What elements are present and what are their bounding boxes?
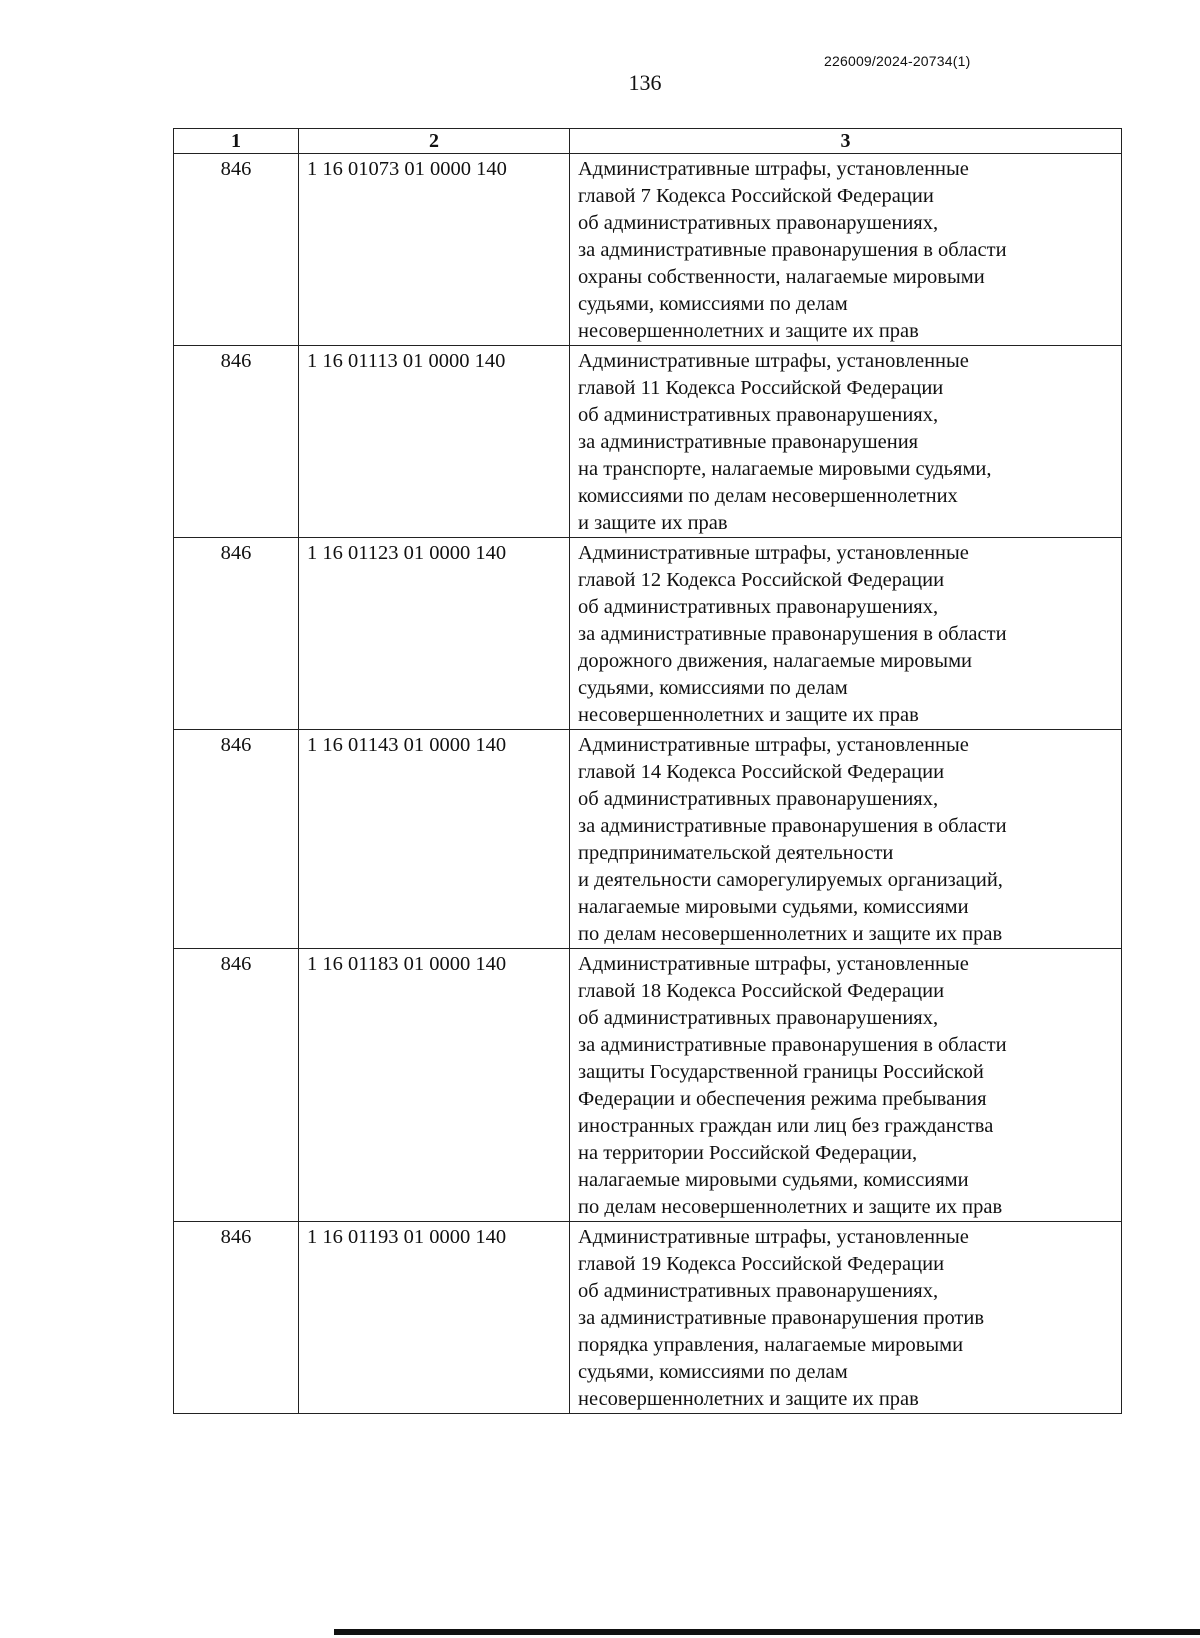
kbk-code-cell: 1 16 01073 01 0000 140 bbox=[299, 154, 570, 346]
admin-code-cell: 846 bbox=[174, 346, 299, 538]
column-header-1: 1 bbox=[174, 129, 299, 154]
description-line: главой 11 Кодекса Российской Федерации bbox=[578, 377, 944, 399]
admin-code-cell: 846 bbox=[174, 154, 299, 346]
description-line: об административных правонарушениях, bbox=[578, 1280, 939, 1302]
description-line: главой 18 Кодекса Российской Федерации bbox=[578, 980, 945, 1002]
revenue-code-table bbox=[173, 128, 1122, 1414]
description-line: по делам несовершеннолетних и защите их прав bbox=[578, 1196, 1003, 1218]
kbk-code-cell: 1 16 01193 01 0000 140 bbox=[299, 1222, 570, 1414]
column-header-2: 2 bbox=[299, 129, 570, 154]
description-line: по делам несовершеннолетних и защите их прав bbox=[578, 923, 1003, 945]
page-number: 136 bbox=[628, 70, 662, 95]
description-line: несовершеннолетних и защите их прав bbox=[578, 320, 919, 342]
description-line: главой 14 Кодекса Российской Федерации bbox=[578, 761, 945, 783]
description-cell bbox=[570, 538, 1122, 730]
description-line: судьями, комиссиями по делам bbox=[578, 677, 848, 699]
description-cell bbox=[570, 346, 1122, 538]
description-line: и защите их прав bbox=[578, 512, 728, 534]
table-row bbox=[174, 730, 1122, 949]
description-line: главой 12 Кодекса Российской Федерации bbox=[578, 569, 945, 591]
description-line: за административные правонарушения в области bbox=[578, 239, 1007, 261]
table-body bbox=[174, 154, 1122, 1414]
description-line: Административные штрафы, установленные bbox=[578, 734, 969, 756]
description-line: охраны собственности, налагаемые мировыми bbox=[578, 266, 985, 288]
description-line: и деятельности саморегулируемых организаций, bbox=[578, 869, 1003, 891]
table-row bbox=[174, 346, 1122, 538]
admin-code-cell: 846 bbox=[174, 730, 299, 949]
description-line: налагаемые мировыми судьями, комиссиями bbox=[578, 896, 969, 918]
admin-code-cell: 846 bbox=[174, 949, 299, 1222]
admin-code-cell: 846 bbox=[174, 1222, 299, 1414]
table-row bbox=[174, 1222, 1122, 1414]
description-cell bbox=[570, 1222, 1122, 1414]
description-line: несовершеннолетних и защите их прав bbox=[578, 1388, 919, 1410]
description-line: Административные штрафы, установленные bbox=[578, 350, 969, 372]
description-line: главой 19 Кодекса Российской Федерации bbox=[578, 1253, 945, 1275]
description-line: за административные правонарушения в области bbox=[578, 815, 1007, 837]
description-line: дорожного движения, налагаемые мировыми bbox=[578, 650, 973, 672]
description-line: судьями, комиссиями по делам bbox=[578, 293, 848, 315]
table-row bbox=[174, 949, 1122, 1222]
document-number: 226009/2024-20734(1) bbox=[824, 53, 971, 69]
description-cell bbox=[570, 154, 1122, 346]
description-line: судьями, комиссиями по делам bbox=[578, 1361, 848, 1383]
description-line: за административные правонарушения bbox=[578, 431, 919, 453]
description-line: Федерации и обеспечения режима пребывания bbox=[578, 1088, 987, 1110]
description-line: за административные правонарушения в области bbox=[578, 1034, 1007, 1056]
description-line: порядка управления, налагаемые мировыми bbox=[578, 1334, 964, 1356]
description-line: главой 7 Кодекса Российской Федерации bbox=[578, 185, 934, 207]
description-line: иностранных граждан или лиц без гражданства bbox=[578, 1115, 994, 1137]
description-line: об административных правонарушениях, bbox=[578, 404, 939, 426]
table-row bbox=[174, 538, 1122, 730]
description-cell bbox=[570, 949, 1122, 1222]
description-line: об административных правонарушениях, bbox=[578, 788, 939, 810]
column-header-3: 3 bbox=[570, 129, 1122, 154]
kbk-code-cell: 1 16 01123 01 0000 140 bbox=[299, 538, 570, 730]
description-line: об административных правонарушениях, bbox=[578, 596, 939, 618]
table-row bbox=[174, 154, 1122, 346]
description-line: Административные штрафы, установленные bbox=[578, 1226, 969, 1248]
kbk-code-cell: 1 16 01183 01 0000 140 bbox=[299, 949, 570, 1222]
description-line: комиссиями по делам несовершеннолетних bbox=[578, 485, 958, 507]
description-line: Административные штрафы, установленные bbox=[578, 542, 969, 564]
description-line: предпринимательской деятельности bbox=[578, 842, 894, 864]
description-line: за административные правонарушения против bbox=[578, 1307, 985, 1329]
admin-code-cell: 846 bbox=[174, 538, 299, 730]
description-line: Административные штрафы, установленные bbox=[578, 953, 969, 975]
description-line: на транспорте, налагаемые мировыми судьями, bbox=[578, 458, 992, 480]
description-line: защиты Государственной границы Российской bbox=[578, 1061, 984, 1083]
description-cell bbox=[570, 730, 1122, 949]
description-line: налагаемые мировыми судьями, комиссиями bbox=[578, 1169, 969, 1191]
description-line: на территории Российской Федерации, bbox=[578, 1142, 918, 1164]
kbk-code-cell: 1 16 01113 01 0000 140 bbox=[299, 346, 570, 538]
description-line: об административных правонарушениях, bbox=[578, 212, 939, 234]
kbk-code-cell: 1 16 01143 01 0000 140 bbox=[299, 730, 570, 949]
scan-edge-line bbox=[334, 1629, 1200, 1635]
description-line: Административные штрафы, установленные bbox=[578, 158, 969, 180]
description-line: несовершеннолетних и защите их прав bbox=[578, 704, 919, 726]
description-line: об административных правонарушениях, bbox=[578, 1007, 939, 1029]
description-line: за административные правонарушения в области bbox=[578, 623, 1007, 645]
table-header-row bbox=[174, 129, 1122, 154]
